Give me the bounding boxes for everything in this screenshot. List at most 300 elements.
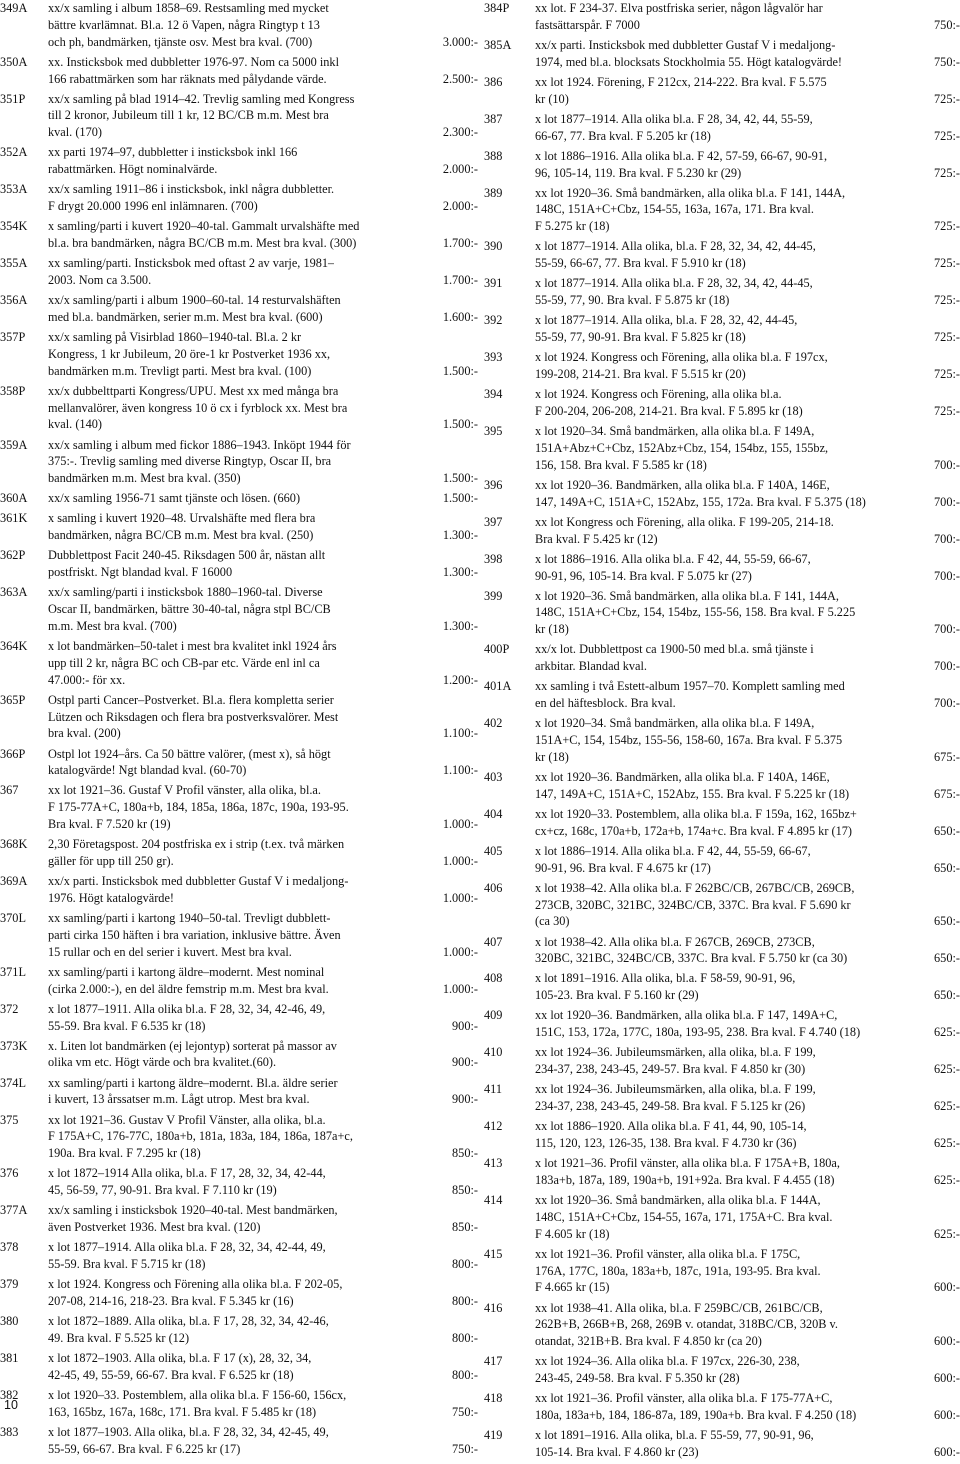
description-line [535, 1279, 960, 1296]
description-text: Kongress, 1 kr Jubileum, 20 öre-1 kr Postverket 1936 xx, [48, 346, 331, 361]
lot-entry [0, 1424, 478, 1458]
lot-description [535, 1007, 960, 1041]
description-line [535, 1155, 960, 1172]
description-line [535, 732, 960, 749]
description-line [48, 618, 478, 635]
lot-number: 413 [484, 1156, 503, 1171]
description-text: xx/x samling 1911–86 i insticksbok, inkl några dubbletter. [48, 182, 335, 197]
lot-entry [484, 0, 960, 34]
lot-price: 3.000:- [442, 34, 478, 49]
lot-entry [0, 692, 478, 742]
lot-number: 392 [484, 313, 503, 328]
description-line [48, 292, 478, 309]
description-line [535, 312, 960, 329]
lot-price: 600:- [934, 1334, 960, 1349]
description-line [48, 1018, 478, 1035]
left-column [0, 0, 478, 1461]
lot-entry [0, 54, 478, 88]
lot-price: 800:- [452, 1330, 478, 1345]
description-text: 55-59, 66-67. Bra kval. F 6.225 kr (17) [48, 1441, 241, 1456]
description-line [535, 823, 960, 840]
lot-description [535, 1427, 960, 1461]
description-text: katalogvärde! Ngt blandad kval. (60-70) [48, 763, 247, 778]
description-text: 148C, 151A+C+Cbz, 154-55, 163a, 167a, 171. Bra kval. [535, 202, 814, 217]
description-line [535, 440, 960, 457]
lot-price: 900:- [452, 1018, 478, 1033]
description-line [48, 1054, 478, 1071]
lot-price: 625:- [934, 1025, 960, 1040]
description-line [48, 161, 478, 178]
description-text: Bra kval. F 5.425 kr (12) [535, 531, 658, 546]
lot-entry [0, 510, 478, 544]
description-line [535, 1044, 960, 1061]
description-text: 176A, 177C, 180a, 183a+b, 187c, 191a, 193-95. Bra kval. [535, 1263, 821, 1278]
description-line [48, 1387, 478, 1404]
lot-price: 1.000:- [442, 890, 478, 905]
lot-entry [484, 970, 960, 1004]
lot-entry [484, 1353, 960, 1387]
lot-description [535, 1192, 960, 1242]
description-text: xx lot 1921–36. Profil vänster, alla olika bl.a. F 175-77A+C, [535, 1391, 833, 1406]
lot-number: 410 [484, 1045, 503, 1060]
description-line [535, 1172, 960, 1189]
lot-number: 419 [484, 1428, 503, 1443]
description-text: x lot 1877–1914. Alla olika bl.a. F 28, 32, 34, 42, 44-45, [535, 276, 813, 291]
lot-number: 373K [0, 1038, 28, 1053]
description-line [535, 349, 960, 366]
description-line [535, 238, 960, 255]
description-line [48, 510, 478, 527]
description-line [48, 782, 478, 799]
description-text: x lot 1872–1889. Alla olika, bl.a. F 17, 28, 32, 34, 42-46, [48, 1314, 329, 1329]
description-text: 243-45, 249-58. Bra kval. F 5.350 kr (28) [535, 1371, 740, 1386]
lot-entry [484, 1044, 960, 1078]
description-text: 183a+b, 187a, 189, 190a+b, 191+92a. Bra kval. F 4.455 (18) [535, 1172, 835, 1187]
description-line [48, 1293, 478, 1310]
description-text: 90-91, 96. Bra kval. F 4.675 kr (17) [535, 860, 711, 875]
description-line [48, 1330, 478, 1347]
description-text: 2003. Nom ca 3.500. [48, 273, 152, 288]
lot-entry [484, 1007, 960, 1041]
description-line [48, 470, 478, 487]
lot-number: 352A [0, 145, 28, 160]
lot-number: 357P [0, 330, 26, 345]
lot-description [48, 54, 478, 88]
lot-entry [484, 514, 960, 548]
lot-description [48, 1038, 478, 1072]
description-text: xx lot 1920–36. Bandmärken, alla olika bl.a. F 140A, 146E, [535, 477, 830, 492]
lot-entry [484, 74, 960, 108]
lot-number: 378 [0, 1240, 19, 1255]
description-text: xx parti 1974–97, dubbletter i insticksbok inkl 166 [48, 145, 298, 160]
description-line [48, 692, 478, 709]
lot-entry [484, 715, 960, 765]
description-text: (cirka 2.000:-), en del äldre femstrip m.m. Mest bra kval. [48, 981, 329, 996]
description-line [48, 547, 478, 564]
lot-number: 394 [484, 387, 503, 402]
description-line [535, 54, 960, 71]
description-line [535, 860, 960, 877]
description-line [535, 1007, 960, 1024]
description-text: bandmärken m.m. Trevligt parti. Mest bra kval. (100) [48, 363, 312, 378]
lot-number: 407 [484, 934, 503, 949]
description-line [535, 913, 960, 930]
description-text: xx/x samling i album med fickor 1886–1943. Inköpt 1944 för [48, 437, 351, 452]
description-text: arkbitar. Blandad kval. [535, 659, 648, 674]
lot-number: 412 [484, 1119, 503, 1134]
description-line [535, 950, 960, 967]
lot-price: 700:- [934, 696, 960, 711]
lot-entry [484, 386, 960, 420]
lot-description [48, 782, 478, 832]
description-line [535, 1209, 960, 1226]
lot-description [48, 437, 478, 487]
description-line [48, 799, 478, 816]
description-text: bra kval. (200) [48, 726, 121, 741]
lot-description [535, 1044, 960, 1078]
description-line [535, 1246, 960, 1263]
lot-description [535, 349, 960, 383]
description-text: Ostpl parti Cancer–Postverket. Bl.a. flera kompletta serier [48, 692, 334, 707]
lot-entry [484, 312, 960, 346]
lot-number: 400P [484, 642, 510, 657]
description-line [535, 1444, 960, 1461]
description-text: x lot 1920–33. Postemblem, alla olika bl.a. F 156-60, 156cx, [48, 1387, 347, 1402]
description-text: kr (18) [535, 622, 569, 637]
lot-description [535, 715, 960, 765]
lot-description [535, 74, 960, 108]
description-line [48, 346, 478, 363]
description-line [48, 746, 478, 763]
description-line [48, 1202, 478, 1219]
description-line [535, 604, 960, 621]
description-text: 45, 56-59, 77, 90-91. Bra kval. F 7.110 kr (19) [48, 1183, 277, 1198]
lot-number: 353A [0, 182, 28, 197]
description-text: x lot 1938–42. Alla olika bl.a. F 267CB, 269CB, 273CB, [535, 934, 815, 949]
lot-description [535, 111, 960, 145]
description-text: xx/x lot. Dubblettpost ca 1900-50 med bl.a. små tjänste i [535, 642, 814, 657]
lot-price: 625:- [934, 1136, 960, 1151]
description-text: en del häftesblock. Bra kval. [535, 696, 676, 711]
description-line [48, 255, 478, 272]
lot-price: 625:- [934, 1099, 960, 1114]
lot-price: 750:- [452, 1404, 478, 1419]
lot-entry [0, 1165, 478, 1199]
description-line [48, 416, 478, 433]
lot-entry [484, 551, 960, 585]
description-line [535, 1390, 960, 1407]
description-text: x lot 1872–1903. Alla olika, bl.a. F 17 (x), 28, 32, 34, [48, 1350, 312, 1365]
description-line [48, 107, 478, 124]
description-line [535, 1263, 960, 1280]
description-text: xx samling/parti i kartong 1940–50-tal. Trevligt dubblett- [48, 911, 331, 926]
lot-price: 675:- [934, 749, 960, 764]
lot-price: 600:- [934, 1408, 960, 1423]
lot-description [535, 1353, 960, 1387]
lot-entry [484, 1118, 960, 1152]
lot-price: 725:- [934, 293, 960, 308]
lot-price: 1.300:- [442, 528, 478, 543]
description-text: xx samling/parti. Insticksbok med oftast 2 av varje, 1981– [48, 256, 335, 271]
lot-number: 376 [0, 1166, 19, 1181]
lot-entry [0, 1350, 478, 1384]
lot-number: 365P [0, 692, 26, 707]
description-line [48, 181, 478, 198]
lot-price: 625:- [934, 1062, 960, 1077]
description-line [48, 944, 478, 961]
description-text: bandmärken m.m. Mest bra kval. (350) [48, 471, 241, 486]
lot-number: 383 [0, 1424, 19, 1439]
description-line [48, 1075, 478, 1092]
description-text: x lot 1920–36. Små bandmärken, alla olika bl.a. F 141, 144A, [535, 588, 839, 603]
description-text: x. Liten lot bandmärken (ej lejontyp) sorterat på massor av [48, 1038, 337, 1053]
lot-description [535, 934, 960, 968]
description-text: xx lot 1924–36. Jubileumsmärken, alla olika, bl.a. F 199, [535, 1045, 816, 1060]
description-line [535, 37, 960, 54]
description-text: F 4.605 kr (18) [535, 1226, 610, 1241]
description-text: xx lot 1920–36. Bandmärken, alla olika bl.a. F 147, 149A+C, [535, 1008, 838, 1023]
lot-entry [484, 843, 960, 877]
lot-description [535, 678, 960, 712]
lot-price: 725:- [934, 128, 960, 143]
description-line [535, 185, 960, 202]
lot-price: 625:- [934, 1226, 960, 1241]
description-text: xx samling/parti i kartong äldre–modernt. Mest nominal [48, 964, 325, 979]
description-text: 148C, 151A+C+Cbz, 154-55, 167a, 171, 175A+C. Bra kval. [535, 1209, 833, 1224]
description-text: xx/x samling på Visirblad 1860–1940-tal. Bl.a. 2 kr [48, 330, 302, 345]
lot-price: 1.500:- [442, 417, 478, 432]
description-text: x lot 1920–34. Små bandmärken, alla olika bl.a. F 149A, [535, 424, 815, 439]
lot-entry [0, 255, 478, 289]
lot-number: 362P [0, 548, 26, 563]
lot-price: 800:- [452, 1256, 478, 1271]
lot-entry [0, 0, 478, 50]
description-text: F 5.275 kr (18) [535, 219, 610, 234]
description-text: xx lot 1920–33. Postemblem, alla olika bl.a. F 159a, 162, 165bz+ [535, 806, 857, 821]
lot-description [48, 910, 478, 960]
lot-entry [0, 490, 478, 507]
lot-description [48, 1424, 478, 1458]
lot-price: 650:- [934, 988, 960, 1003]
description-text: xx lot 1920–36. Bandmärken, alla olika bl.a. F 140A, 146E, [535, 770, 830, 784]
description-line [48, 54, 478, 71]
description-text: xx lot 1921–36. Gustav V Profil Vänster, alla olika, bl.a. [48, 1112, 326, 1127]
description-line [535, 514, 960, 531]
lot-description [48, 510, 478, 544]
lot-description [48, 1313, 478, 1347]
description-line [48, 218, 478, 235]
lot-price: 600:- [934, 1371, 960, 1386]
lot-number: 366P [0, 746, 26, 761]
description-line [535, 641, 960, 658]
lot-entry [484, 1300, 960, 1350]
lot-price: 1.100:- [442, 726, 478, 741]
description-text: xx lot 1921–36. Gustaf V Profil vänster, alla olika, bl.a. [48, 783, 321, 798]
lot-price: 2.500:- [442, 71, 478, 86]
description-text: parti cirka 150 häften i bra variation, inklusive bättre. Även [48, 927, 341, 942]
lot-description [535, 970, 960, 1004]
description-text: x lot 1877–1914. Alla olika bl.a. F 28, 34, 42, 44, 55-59, [535, 111, 813, 126]
lot-number: 403 [484, 770, 503, 784]
description-text: x lot 1872–1914 Alla olika, bl.a. F 17, 28, 32, 34, 42-44, [48, 1166, 326, 1181]
description-line [535, 678, 960, 695]
description-line [48, 490, 478, 507]
description-line [48, 964, 478, 981]
description-text: x lot 1877–1914. Alla olika bl.a. F 28, 32, 34, 42-44, 49, [48, 1240, 326, 1255]
lot-price: 725:- [934, 367, 960, 382]
lot-number: 396 [484, 477, 503, 492]
description-text: 15 rullar och en del serier i kuvert. Mest bra kval. [48, 944, 292, 959]
description-line [535, 934, 960, 951]
description-text: Dubblettpost Facit 240-45. Riksdagen 500 år, nästan allt [48, 548, 326, 563]
description-line [535, 1098, 960, 1115]
description-text: olika vm etc. Högt värde och bra kvalitet.(60). [48, 1055, 277, 1070]
description-text: F 4.665 kr (15) [535, 1280, 610, 1295]
description-line [535, 987, 960, 1004]
lot-entry [0, 91, 478, 141]
lot-entry [484, 678, 960, 712]
description-text: kval. (140) [48, 417, 102, 432]
description-line [48, 235, 478, 252]
lot-entry [484, 238, 960, 272]
description-text: xx lot 1938–41. Alla olika, bl.a. F 259BC/CB, 261BC/CB, [535, 1300, 823, 1315]
description-text: xx lot 1920–36. Små bandmärken, alla olika bl.a. F 141, 144A, [535, 185, 846, 200]
description-line [48, 34, 478, 51]
lot-number: 380 [0, 1314, 19, 1329]
description-line [535, 970, 960, 987]
lot-number: 371L [0, 964, 26, 979]
lot-number: 368K [0, 837, 28, 852]
lot-description [535, 238, 960, 272]
description-text: xx samling/parti i kartong äldre–modernt. Bl.a. äldre serier [48, 1075, 338, 1090]
lot-price: 2.000:- [442, 162, 478, 177]
description-line [535, 403, 960, 420]
lot-description [48, 490, 478, 507]
description-text: 151C, 153, 172a, 177C, 180a, 193-95, 238. Bra kval. F 4.740 (18) [535, 1025, 861, 1040]
description-line [535, 1226, 960, 1243]
lot-price: 1.300:- [442, 565, 478, 580]
description-text: i kuvert, 13 årssatser m.m. Lågt utrop. Mest bra kval. [48, 1092, 310, 1107]
description-text: 151A+C, 154, 154bz, 155-56, 158-60, 167a. Bra kval. F 5.375 [535, 733, 843, 748]
description-line [48, 0, 478, 17]
lot-number: 360A [0, 491, 28, 506]
lot-number: 372 [0, 1001, 19, 1016]
lot-price: 725:- [934, 91, 960, 106]
description-text: x lot 1938–42. Alla olika bl.a. F 262BC/CB, 267BC/CB, 269CB, [535, 880, 855, 895]
description-text: 320BC, 321BC, 324BC/CB, 337C. Bra kval. F 5.750 kr (ca 30) [535, 951, 848, 966]
lot-number: 411 [484, 1082, 502, 1097]
lot-description [535, 880, 960, 930]
lot-entry [484, 111, 960, 145]
lot-entry [0, 584, 478, 634]
description-line [535, 494, 960, 511]
lot-entry [484, 185, 960, 235]
description-line [535, 621, 960, 638]
description-line [48, 873, 478, 890]
lot-entry [0, 1276, 478, 1310]
description-text: x lot 1921–36. Profil vänster, alla olika bl.a. F 175A+B, 180a, [535, 1156, 840, 1171]
description-line [535, 531, 960, 548]
lot-entry [0, 836, 478, 870]
description-line [535, 1135, 960, 1152]
description-text: 166 rabattmärken som har räknats med pålydande värde. [48, 71, 327, 86]
description-line [48, 17, 478, 34]
description-text: xx lot 1886–1920. Alla olika bl.a. F 41, 44, 90, 105-14, [535, 1119, 807, 1134]
description-text: och ph, bandmärken, tjänste osv. Mest bra kval. (700) [48, 34, 313, 49]
lot-number: 377A [0, 1203, 28, 1218]
lot-description [48, 1165, 478, 1199]
description-text: m.m. Mest bra kval. (700) [48, 618, 177, 633]
description-line [535, 1316, 960, 1333]
description-text: 105-23. Bra kval. F 5.160 kr (29) [535, 988, 699, 1003]
description-text: 49. Bra kval. F 5.525 kr (12) [48, 1330, 190, 1345]
lot-price: 900:- [452, 1055, 478, 1070]
lot-entry [0, 1038, 478, 1072]
description-text: x lot 1877–1914. Alla olika, bl.a. F 28, 32, 42, 44-45, [535, 313, 798, 328]
description-text: upp till 2 kr, några BC och CB-par etc. Värde enl inl ca [48, 655, 320, 670]
lot-number: 406 [484, 880, 503, 895]
description-text: x lot 1877–1903. Alla olika, bl.a. F 28, 32, 34, 42-45, 49, [48, 1424, 329, 1439]
lot-price: 725:- [934, 165, 960, 180]
description-text: xx/x dubbelttparti Kongress/UPU. Mest xx med många bra [48, 383, 339, 398]
description-line [535, 1300, 960, 1317]
description-text: xx/x samling på blad 1914–42. Trevlig samling med Kongress [48, 91, 355, 106]
lot-entry [484, 477, 960, 511]
description-line [535, 457, 960, 474]
lot-number: 356A [0, 293, 28, 308]
description-line [535, 201, 960, 218]
lot-description [48, 692, 478, 742]
description-line [48, 1424, 478, 1441]
description-line [535, 715, 960, 732]
lot-price: 700:- [934, 457, 960, 472]
lot-entry [0, 144, 478, 178]
description-line [48, 363, 478, 380]
description-text: 180a, 183a+b, 184, 186-87a, 189, 190a+b. Bra kval. F 4.250 (18) [535, 1408, 857, 1423]
lot-number: 384P [484, 1, 510, 15]
lot-entry [0, 1202, 478, 1236]
lot-price: 675:- [934, 786, 960, 801]
description-line [535, 329, 960, 346]
lot-description [535, 312, 960, 346]
lot-number: 349A [0, 1, 28, 15]
description-text: 66-67, 77. Bra kval. F 5.205 kr (18) [535, 128, 711, 143]
lot-number: 385A [484, 37, 512, 52]
description-line [535, 588, 960, 605]
description-line [48, 1091, 478, 1108]
description-line [48, 383, 478, 400]
description-line [535, 880, 960, 897]
description-line [535, 128, 960, 145]
lot-price: 1.000:- [442, 853, 478, 868]
description-line [535, 769, 960, 786]
lot-description [48, 181, 478, 215]
lot-price: 650:- [934, 860, 960, 875]
description-text: 90-91, 96, 105-14. Bra kval. F 5.075 kr (27) [535, 568, 752, 583]
description-text: kr (10) [535, 91, 569, 106]
lot-description [535, 843, 960, 877]
lot-description [535, 551, 960, 585]
description-line [48, 655, 478, 672]
description-text: xx/x samling 1956-71 samt tjänste och lösen. (660) [48, 491, 301, 506]
description-text: Ostpl lot 1924–års. Ca 50 bättre valörer, (mest x), så högt [48, 746, 331, 761]
lot-description [48, 964, 478, 998]
lot-description [48, 836, 478, 870]
description-line [48, 672, 478, 689]
lot-price: 850:- [452, 1220, 478, 1235]
lot-number: 408 [484, 971, 503, 986]
lot-entry [0, 292, 478, 326]
